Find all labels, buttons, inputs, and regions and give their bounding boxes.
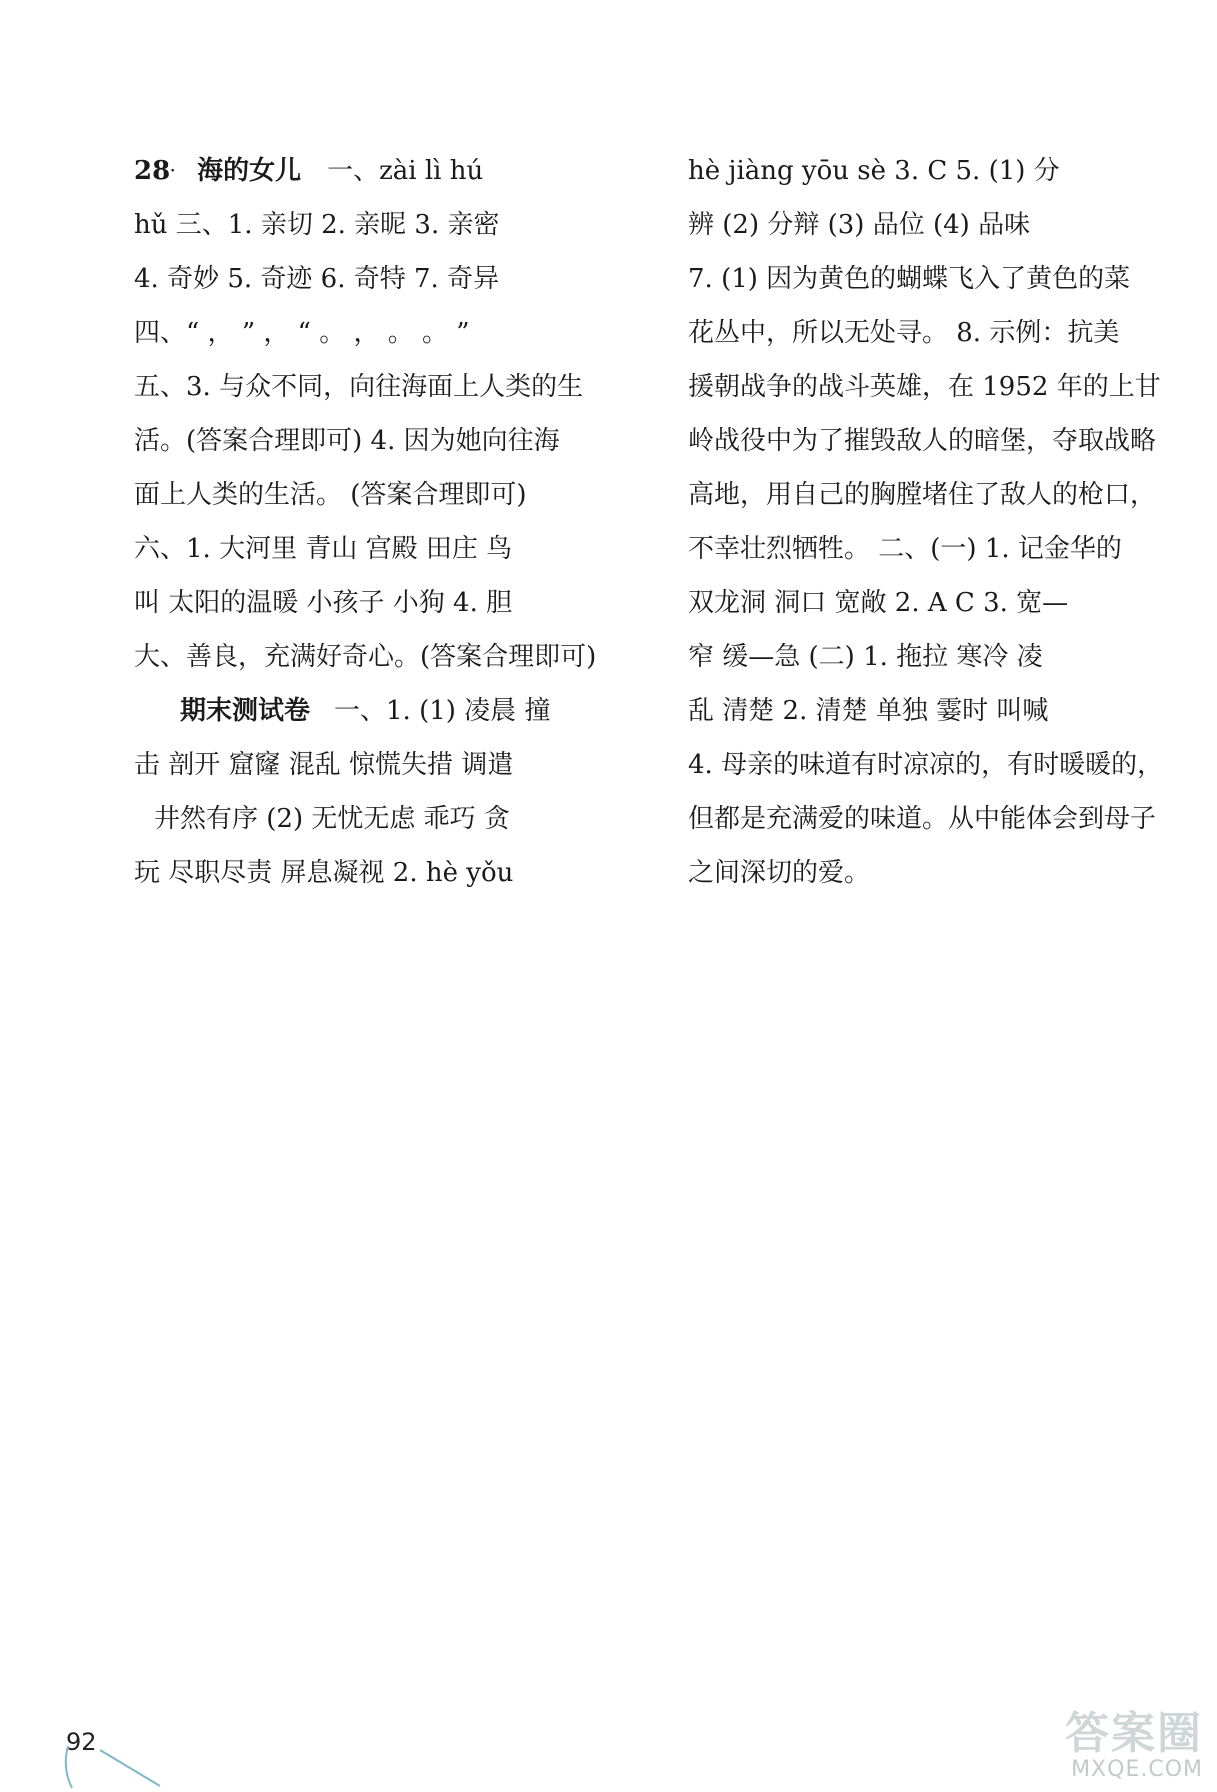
left-line-9: 叫 太阳的温暖 小孩子 小狗 4. 胆	[134, 588, 513, 618]
right-line-12: 4. 母亲的味道有时凉凉的，有时暖暖的，	[688, 750, 1164, 780]
right-line-4: 花丛中，所以无处寻。 8. 示例：抗美	[688, 318, 1120, 348]
right-line-2: 辨 (2) 分辩 (3) 品位 (4) 品味	[688, 210, 1031, 240]
watermark	[1065, 1710, 1203, 1782]
right-line-6: 岭战役中为了摧毁敌人的暗堡，夺取战略	[688, 426, 1157, 456]
left-line-10: 大、善良，充满好奇心。(答案合理即可)	[134, 642, 597, 672]
left-line-4: 四、“ ， ” ， “ 。 ， 。 。 ”	[134, 318, 470, 348]
right-line-8: 不幸壮烈牺牲。 二、(一) 1. 记金华的	[688, 534, 1122, 564]
right-line-13: 但都是充满爱的味道。从中能体会到母子	[688, 804, 1157, 834]
left-line-13: 井然有序 (2) 无忧无虑 乖巧 贪	[154, 804, 510, 834]
left-line-11	[180, 693, 550, 729]
right-line-14: 之间深切的爱。	[688, 858, 871, 888]
left-line-1-text: 一、zài lì hú	[327, 156, 484, 186]
right-line-5: 援朝战争的战斗英雄，在 1952 年的上甘	[688, 372, 1161, 402]
corner-stroke-decoration	[60, 1740, 170, 1792]
right-line-10: 窄 缓—急 (二) 1. 拖拉 寒冷 凌	[688, 642, 1043, 672]
lesson-star: ·	[170, 163, 176, 179]
left-line-3: 4. 奇妙 5. 奇迹 6. 奇特 7. 奇异	[134, 264, 500, 294]
watermark-site: MXQE.COM	[1071, 1757, 1203, 1782]
left-line-12: 击 剖开 窟窿 混乱 惊慌失措 调遣	[134, 750, 514, 780]
lesson-title: 海的女儿	[197, 156, 302, 186]
left-line-14: 玩 尽职尽责 屏息凝视 2. hè yǒu	[134, 858, 514, 888]
right-line-9: 双龙洞 洞口 宽敞 2. A C 3. 宽—	[688, 588, 1069, 618]
right-line-7: 高地，用自己的胸膛堵住了敌人的枪口，	[688, 480, 1157, 510]
right-line-1: hè jiàng yōu sè 3. C 5. (1) 分	[688, 156, 1060, 186]
page-number: 92	[66, 1728, 97, 1756]
left-line-1	[134, 153, 483, 189]
left-line-7: 面上人类的生活。 (答案合理即可)	[134, 480, 527, 510]
left-line-5: 五、3. 与众不同，向往海面上人类的生	[134, 372, 584, 402]
left-line-8: 六、1. 大河里 青山 宫殿 田庄 鸟	[134, 534, 513, 564]
left-line-6: 活。(答案合理即可) 4. 因为她向往海	[134, 426, 560, 456]
left-line-2: hǔ 三、1. 亲切 2. 亲昵 3. 亲密	[134, 210, 500, 240]
right-line-3: 7. (1) 因为黄色的蝴蝶飞入了黄色的菜	[688, 264, 1131, 294]
left-line-11-text: 一、1. (1) 凌晨 撞	[334, 696, 551, 726]
lesson-number: 28	[134, 156, 171, 186]
watermark-logo: 答案圈	[1065, 1708, 1203, 1759]
right-line-11: 乱 清楚 2. 清楚 单独 霎时 叫喊	[688, 696, 1049, 726]
final-exam-heading: 期末测试卷	[180, 696, 311, 726]
